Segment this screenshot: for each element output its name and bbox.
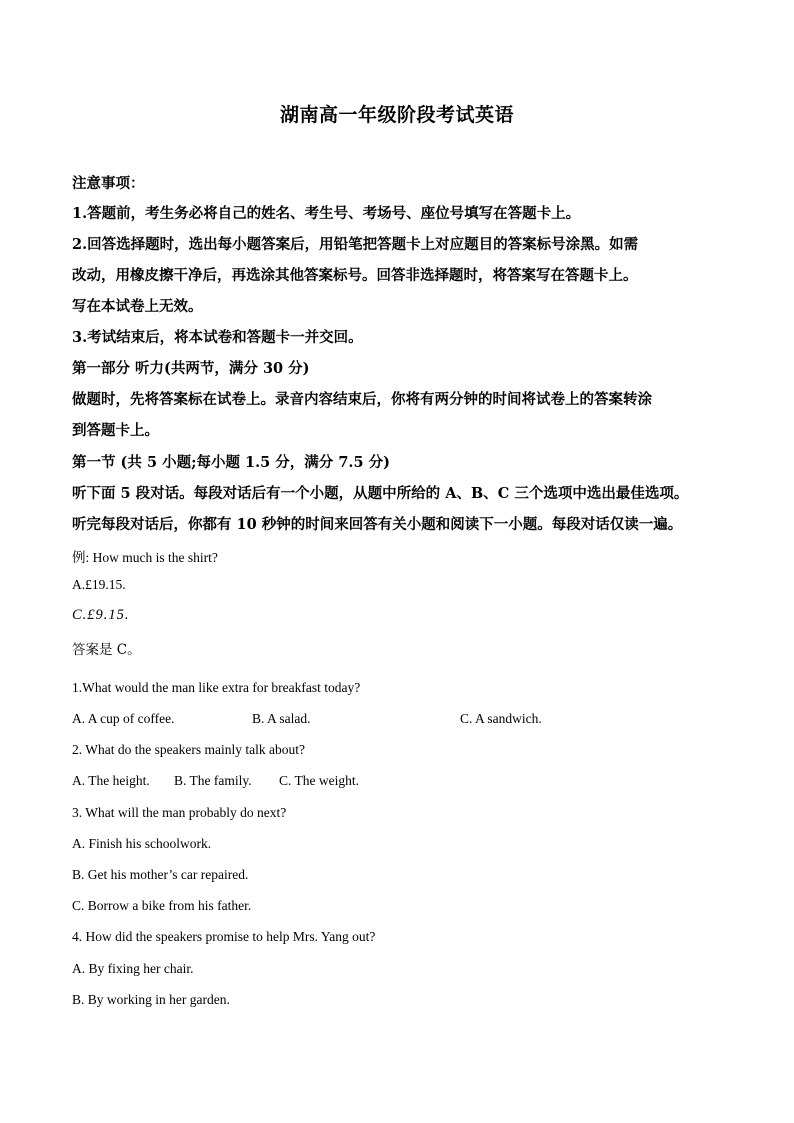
- section1-heading: 第一节 (共 5 小题;每小题 1.5 分，满分 7.5 分): [72, 454, 390, 471]
- question-3-stem: 3. What will the man probably do next?: [72, 805, 287, 820]
- question-4-option-b: B. By working in her garden.: [72, 992, 230, 1007]
- section1-instruction-line-1: 听下面 5 段对话。每段对话后有一个小题，从题中所给的 A、B、C 三个选项中选出最佳选项。: [72, 485, 689, 502]
- notice-item-2-line-2: 改动，用橡皮擦干净后，再选涂其他答案标号。回答非选择题时，将答案写在答题卡上。: [72, 267, 638, 284]
- question-4-option-a: A. By fixing her chair.: [72, 961, 194, 976]
- notice-item-1: 1.答题前，考生务必将自己的姓名、考生号、考场号、座位号填写在答题卡上。: [72, 205, 581, 222]
- example-answer: 答案是 C。: [72, 642, 141, 658]
- part1-instruction-line-1: 做题时，先将答案标在试卷上。录音内容结束后，你将有两分钟的时间将试卷上的答案转涂: [72, 391, 652, 408]
- notice-item-2-line-3: 写在本试卷上无效。: [72, 298, 203, 315]
- section1-instruction-line-2: 听完每段对话后，你都有 10 秒钟的时间来回答有关小题和阅读下一小题。每段对话仅读一遍。: [72, 516, 683, 533]
- question-1-option-a: A. A cup of coffee.: [72, 711, 175, 726]
- notice-item-3: 3.考试结束后，将本试卷和答题卡一并交回。: [72, 329, 363, 346]
- question-3-option-a: A. Finish his schoolwork.: [72, 836, 212, 851]
- notice-item-2-line-1: 2.回答选择题时，选出每小题答案后，用铅笔把答题卡上对应题目的答案标号涂黑。如需: [72, 236, 639, 253]
- question-2-option-b: B. The family.: [174, 773, 252, 788]
- question-1-option-b: B. A salad.: [252, 711, 311, 726]
- question-3-option-b: B. Get his mother’s car repaired.: [72, 867, 249, 882]
- question-1-stem: 1.What would the man like extra for breakfast today?: [72, 680, 361, 695]
- question-2-stem: 2. What do the speakers mainly talk about?: [72, 742, 305, 757]
- example-question: 例: How much is the shirt?: [72, 550, 218, 565]
- part1-instruction-line-2: 到答题卡上。: [72, 422, 159, 439]
- question-3-option-c: C. Borrow a bike from his father.: [72, 898, 252, 913]
- example-option-c: C.£9.15.: [72, 607, 130, 623]
- question-2-option-c: C. The weight.: [279, 773, 359, 788]
- question-1-option-c: C. A sandwich.: [460, 711, 542, 726]
- notice-heading: 注意事项：: [72, 175, 145, 192]
- page-title: 湖南高一年级阶段考试英语: [279, 104, 514, 126]
- example-option-a: A.£19.15.: [72, 577, 126, 592]
- part1-heading: 第一部分 听力(共两节，满分 30 分): [72, 360, 310, 377]
- question-4-stem: 4. How did the speakers promise to help Mrs. Yang out?: [72, 929, 376, 944]
- question-2-option-a: A. The height.: [72, 773, 150, 788]
